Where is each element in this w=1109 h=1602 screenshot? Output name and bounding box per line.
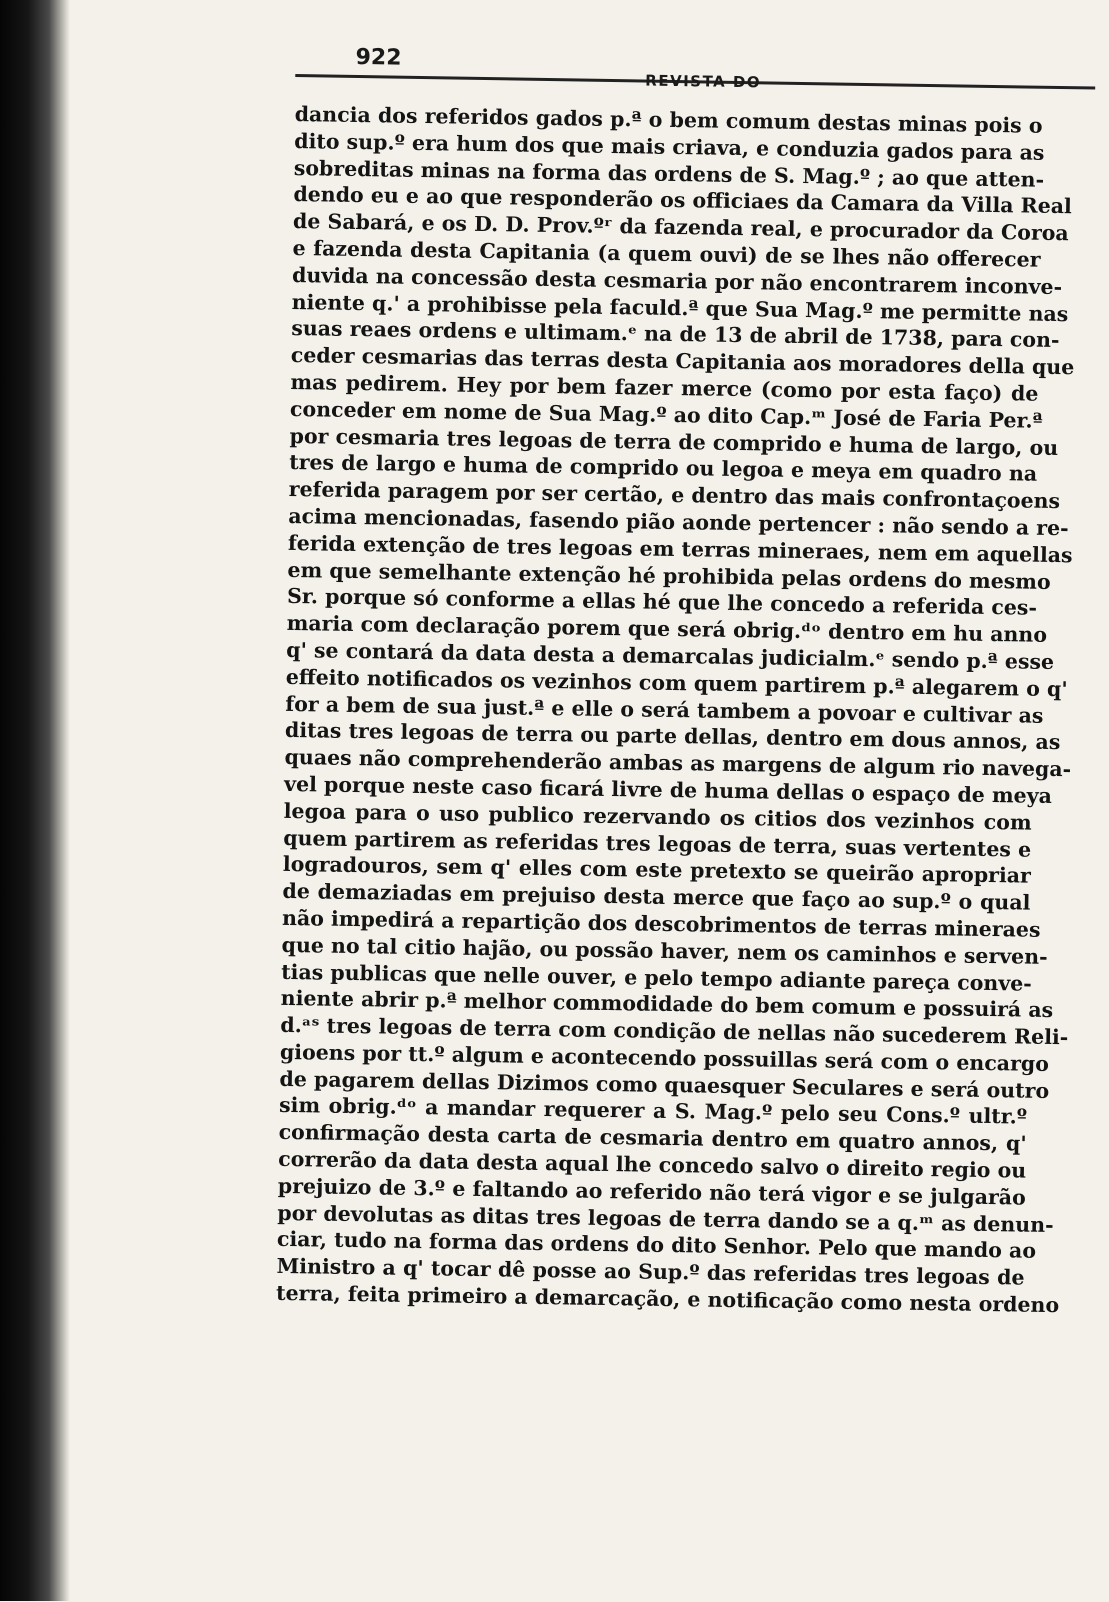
text-line: prejuizo de 3.º e faltando ao referido não terá vigor e se julgarão xyxy=(277,1173,1026,1210)
text-line: não impedirá a repartição dos descobrimentos de terras mineraes xyxy=(281,905,1041,942)
text-line: niente abrir p.ª melhor commodidade do bem comum e possuirá as xyxy=(280,986,1054,1023)
text-line: referida paragem por ser certão, e dentro das mais confrontaçoens xyxy=(288,477,1061,514)
text-line: maria com declaração porem que será obrig.ᵈᵒ dentro em hu anno xyxy=(286,611,1048,648)
text-line: ditas tres legoas de terra ou parte dellas, dentro em dous annos, as xyxy=(284,718,1061,755)
text-line: quaes não comprehenderão ambas as margens de algum rio navega- xyxy=(284,745,1072,782)
text-line: conceder em nome de Sua Mag.º ao dito Cap.ᵐ José de Faria Per.ª xyxy=(289,396,1043,433)
text-line: confirmação desta carta de cesmaria dentro em quatro annos, q' xyxy=(278,1120,1027,1156)
text-line: terra, feita primeiro a demarcação, e notificação como nesta ordeno xyxy=(275,1280,1060,1318)
text-line: dito sup.º era hum dos que mais criava, e conduzia gados para as xyxy=(294,128,1045,165)
page-number: 922 xyxy=(355,44,402,71)
body-text xyxy=(276,101,1095,1319)
running-header xyxy=(295,30,1096,90)
text-line: ciar, tudo na forma das ordens do dito Senhor. Pelo que mando ao xyxy=(276,1227,1037,1264)
text-line: sobreditas minas na forma das ordens de S. Mag.º ; ao que atten- xyxy=(293,155,1045,192)
text-line: suas reaes ordens e ultimam.ᵉ na de 13 de abril de 1738, para con- xyxy=(291,316,1060,353)
text-line: correrão da data desta aqual lhe concedo salvo o direito regio ou xyxy=(278,1146,1027,1183)
text-line: e fazenda desta Capitania (a quem ouvi) de se lhes não offerecer xyxy=(292,235,1041,272)
text-line: q' se contará da data desta a demarcalas judicialm.ᵉ sendo p.ª esse xyxy=(286,637,1055,674)
text-line: ferida extenção de tres legoas em terras mineraes, nem em aquellas xyxy=(287,530,1073,568)
text-line: dancia dos referidos gados p.ª o bem comum destas minas pois o xyxy=(294,101,1043,138)
text-line: effeito notificados os vezinhos com quem partirem p.ª alegarem o q' xyxy=(285,664,1068,701)
journal-title: REVISTA DO xyxy=(645,71,762,92)
text-line: em que semelhante extenção hé prohibida pelas ordens do mesmo xyxy=(287,557,1051,594)
text-line: niente q.' a prohibisse pela faculd.ª que Sua Mag.º me permitte nas xyxy=(291,289,1069,326)
text-line: for a bem de sua just.ª e elle o será tambem a povoar e cultivar as xyxy=(285,691,1044,728)
text-line: legoa para o uso publico rezervando os citios dos vezinhos com xyxy=(283,798,1032,835)
text-line: d.ᵃˢ tres legoas de terra com condição de nellas não sucederem Reli- xyxy=(280,1012,1069,1050)
text-line: logradouros, sem q' elles com este pretexto se queirão apropriar xyxy=(282,852,1031,888)
text-line: acima mencionadas, fasendo pião aonde pertencer : não sendo a re- xyxy=(288,503,1069,541)
book-page xyxy=(271,30,1095,1602)
text-line: quem partirem as referidas tres legoas de terra, suas vertentes e xyxy=(283,825,1032,862)
text-line: duvida na concessão desta cesmaria por não encontrarem inconve- xyxy=(291,262,1063,299)
text-line: que no tal citio hajão, ou possão haver, nem os caminhos e serven- xyxy=(281,932,1048,969)
text-line: de Sabará, e os D. D. Prov.ºʳ da fazenda real, e procurador da Coroa xyxy=(292,209,1069,246)
text-line: gioens por tt.º algum e acontecendo possuillas será com o encargo xyxy=(279,1039,1050,1076)
text-line: de pagarem dellas Dizimos como quaesquer Seculares e será outro xyxy=(279,1066,1050,1103)
text-line: tres de largo e huma de comprido ou legoa e meya em quadro na xyxy=(289,450,1038,487)
text-line: Sr. porque só conforme a ellas hé que lhe concedo a referida ces- xyxy=(286,584,1038,621)
book-binding-gutter xyxy=(0,0,70,1601)
text-line: por cesmaria tres legoas de terra de comprido e huma de largo, ou xyxy=(289,423,1059,460)
text-line: mas pedirem. Hey por bem fazer merce (como por esta faço) de xyxy=(290,369,1039,406)
text-line: dendo eu e ao que responderão os officiaes da Camara da Villa Real xyxy=(293,182,1072,219)
text-line: Ministro a q' tocar dê posse ao Sup.º das referidas tres legoas de xyxy=(276,1254,1025,1290)
text-line: ceder cesmarias das terras desta Capitania aos moradores della que xyxy=(290,343,1075,380)
text-line: sim obrig.ᵈᵒ a mandar requerer a S. Mag.º pelo seu Cons.º ultr.º xyxy=(278,1093,1028,1130)
text-line: tias publicas que nelle ouver, e pelo tempo adiante pareça conve- xyxy=(281,959,1032,996)
text-line: de demaziadas em prejuiso desta merce que faço ao sup.º o qual xyxy=(282,879,1031,915)
text-line: por devolutas as ditas tres legoas de terra dando se a q.ᵐ as denun- xyxy=(277,1200,1054,1237)
text-line: vel porque neste caso ficará livre de huma dellas o espaço de meya xyxy=(283,771,1053,808)
